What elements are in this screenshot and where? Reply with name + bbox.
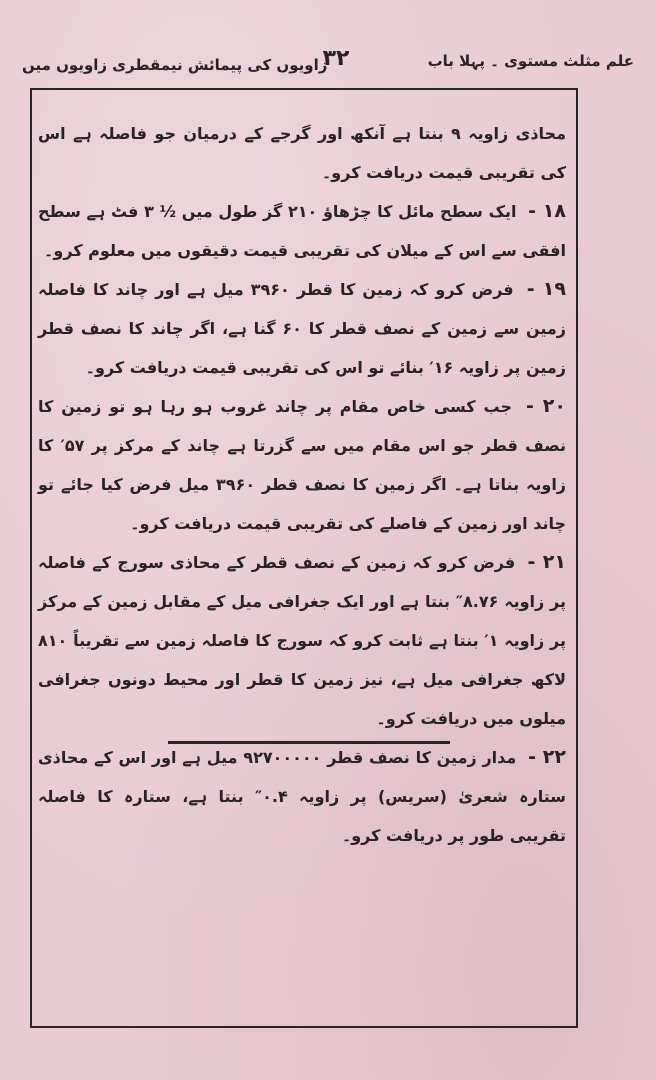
chapter-title: علم مثلث مستوی ۔ پہلا باب <box>427 52 634 70</box>
question-20 <box>38 387 566 543</box>
question-19 <box>38 270 566 387</box>
question-number: ۲۰ - <box>525 395 566 417</box>
question-18 <box>38 192 566 270</box>
section-end-rule <box>168 741 450 744</box>
question-22 <box>38 738 566 855</box>
question-text: فرض کرو کہ زمین کا قطر ۳۹۶۰ میل ہے اور چاند کا فاصلہ زمین سے زمین کے نصف قطر کا ۶۰ گنا ہے، اگر چاند کا نصف قطر زمین پر زاویہ ۱۶′ بنائے تو اس کی تقریبی قیمت دریافت کرو۔ <box>38 280 567 377</box>
page-number: ۳۲ <box>322 46 350 71</box>
question-number: ۱۸ - <box>528 200 566 222</box>
question-text: جب کسی خاص مقام پر چاند غروب ہو رہا ہو تو زمین کا نصف قطر جو اس مقام میں سے گزرتا ہے چاند کے مرکز پر ۵۷′ کا زاویہ بناتا ہے۔ اگر زمین کا نصف قطر ۳۹۶۰ میل فرض کیا جائے تو چاند اور زمین کے فاصلے کی تقریبی قیمت دریافت کرو۔ <box>38 397 567 533</box>
question-21 <box>38 543 566 738</box>
question-number: ۲۱ - <box>527 551 566 573</box>
paragraph-continued <box>38 114 566 192</box>
question-number: ۲۲ - <box>528 746 566 768</box>
question-text: مدار زمین کا نصف قطر ۹۲۷۰۰۰۰۰ میل ہے اور اس کے محاذی ستارہ شعریٰ (سریس) پر زاویہ ۰.۴″ بنتا ہے، ستارہ کا فاصلہ تقریبی طور پر دریافت کرو۔ <box>38 748 566 845</box>
question-number: ۱۹ - <box>526 278 566 300</box>
section-title: زاویوں کی پیمائش نیمقطری زاویوں میں <box>22 56 328 74</box>
question-text: ایک سطح مائل کا چڑھاؤ ۲۱۰ گز طول میں ½ ۳ فٹ ہے سطح افقی سے اس کے میلان کی تقریبی قیمت دقیقوں میں معلوم کرو۔ <box>38 202 566 260</box>
paragraph-text: محاذی زاویہ ۹ بنتا ہے آنکھ اور گرجے کے درمیان جو فاصلہ ہے اس کی تقریبی قیمت دریافت کرو۔ <box>38 124 566 182</box>
question-text: فرض کرو کہ زمین کے نصف قطر کے محاذی سورج کے فاصلہ پر زاویہ ۸.۷۶″ بنتا ہے اور ایک جغرافی میل کے مقابل زمین کے مرکز پر زاویہ ۱′ بنتا ہے ثابت کرو کہ سورج کا فاصلہ زمین سے تقریباً ۸۱۰ لاکھ جغرافی میل ہے، نیز زمین کا قطر اور محیط دونوں جغرافی میلوں میں دریافت کرو۔ <box>38 553 567 728</box>
page-header <box>22 46 634 82</box>
